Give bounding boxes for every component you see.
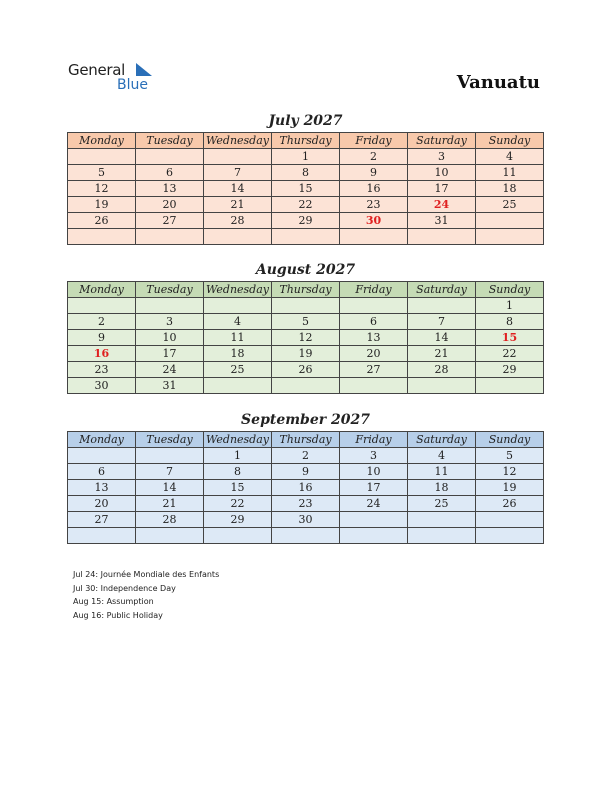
day-cell: 18 bbox=[476, 181, 544, 197]
day-cell: 10 bbox=[340, 464, 408, 480]
day-cell: 21 bbox=[408, 346, 476, 362]
empty-day-cell bbox=[272, 528, 340, 544]
day-cell: 25 bbox=[408, 496, 476, 512]
day-cell: 19 bbox=[68, 197, 136, 213]
day-cell: 17 bbox=[408, 181, 476, 197]
day-cell: 5 bbox=[476, 448, 544, 464]
day-cell: 28 bbox=[408, 362, 476, 378]
day-cell: 18 bbox=[408, 480, 476, 496]
weekday-header: Thursday bbox=[272, 133, 340, 149]
empty-day-cell bbox=[272, 378, 340, 394]
weekday-header: Thursday bbox=[272, 282, 340, 298]
empty-day-cell bbox=[272, 229, 340, 245]
day-cell: 7 bbox=[408, 314, 476, 330]
weekday-header: Friday bbox=[340, 432, 408, 448]
day-cell: 19 bbox=[272, 346, 340, 362]
holiday-note: Jul 24: Journée Mondiale des Enfants bbox=[73, 570, 220, 579]
holiday-day-cell: 16 bbox=[68, 346, 136, 362]
day-cell: 3 bbox=[136, 314, 204, 330]
logo-text-blue: Blue bbox=[117, 77, 148, 93]
empty-day-cell bbox=[476, 229, 544, 245]
day-cell: 16 bbox=[272, 480, 340, 496]
logo bbox=[68, 60, 158, 100]
day-cell: 14 bbox=[408, 330, 476, 346]
day-cell: 10 bbox=[136, 330, 204, 346]
weekday-header-row bbox=[68, 432, 544, 448]
day-cell: 1 bbox=[272, 149, 340, 165]
calendar-table bbox=[67, 281, 544, 394]
day-cell: 22 bbox=[204, 496, 272, 512]
day-cell: 9 bbox=[68, 330, 136, 346]
day-cell: 30 bbox=[68, 378, 136, 394]
empty-day-cell bbox=[68, 229, 136, 245]
empty-day-cell bbox=[204, 378, 272, 394]
empty-day-cell bbox=[340, 229, 408, 245]
empty-day-cell bbox=[136, 149, 204, 165]
day-cell: 23 bbox=[340, 197, 408, 213]
empty-day-cell bbox=[204, 298, 272, 314]
day-cell: 25 bbox=[476, 197, 544, 213]
weekday-header: Saturday bbox=[408, 133, 476, 149]
day-cell: 31 bbox=[408, 213, 476, 229]
day-cell: 2 bbox=[68, 314, 136, 330]
day-cell: 24 bbox=[136, 362, 204, 378]
country-title: Vanuatu bbox=[456, 72, 540, 93]
holiday-notes bbox=[73, 568, 219, 623]
weekday-header: Tuesday bbox=[136, 432, 204, 448]
weekday-header: Wednesday bbox=[204, 133, 272, 149]
weekday-header: Friday bbox=[340, 282, 408, 298]
day-cell: 19 bbox=[476, 480, 544, 496]
day-cell: 14 bbox=[204, 181, 272, 197]
weekday-header: Monday bbox=[68, 432, 136, 448]
empty-day-cell bbox=[408, 378, 476, 394]
day-cell: 13 bbox=[136, 181, 204, 197]
empty-day-cell bbox=[408, 512, 476, 528]
day-cell: 1 bbox=[476, 298, 544, 314]
day-cell: 21 bbox=[204, 197, 272, 213]
empty-day-cell bbox=[408, 298, 476, 314]
empty-day-cell bbox=[204, 149, 272, 165]
day-cell: 25 bbox=[204, 362, 272, 378]
day-cell: 11 bbox=[408, 464, 476, 480]
calendar-table bbox=[67, 132, 544, 245]
week-row bbox=[68, 197, 544, 213]
day-cell: 22 bbox=[272, 197, 340, 213]
weekday-header: Sunday bbox=[476, 133, 544, 149]
day-cell: 26 bbox=[272, 362, 340, 378]
empty-day-cell bbox=[136, 528, 204, 544]
day-cell: 20 bbox=[136, 197, 204, 213]
day-cell: 11 bbox=[204, 330, 272, 346]
empty-day-cell bbox=[204, 229, 272, 245]
logo-triangle-icon bbox=[136, 63, 152, 77]
weekday-header: Monday bbox=[68, 282, 136, 298]
day-cell: 27 bbox=[340, 362, 408, 378]
week-row bbox=[68, 512, 544, 528]
holiday-day-cell: 15 bbox=[476, 330, 544, 346]
day-cell: 15 bbox=[272, 181, 340, 197]
day-cell: 2 bbox=[340, 149, 408, 165]
holiday-day-cell: 24 bbox=[408, 197, 476, 213]
day-cell: 20 bbox=[68, 496, 136, 512]
empty-day-cell bbox=[68, 149, 136, 165]
day-cell: 3 bbox=[340, 448, 408, 464]
logo-text-general: General bbox=[68, 61, 126, 79]
day-cell: 17 bbox=[340, 480, 408, 496]
day-cell: 28 bbox=[136, 512, 204, 528]
day-cell: 31 bbox=[136, 378, 204, 394]
week-row bbox=[68, 346, 544, 362]
weekday-header: Sunday bbox=[476, 432, 544, 448]
day-cell: 4 bbox=[476, 149, 544, 165]
empty-day-cell bbox=[476, 528, 544, 544]
month-calendar-september bbox=[67, 411, 544, 544]
week-row bbox=[68, 378, 544, 394]
week-row bbox=[68, 480, 544, 496]
weekday-header: Wednesday bbox=[204, 282, 272, 298]
day-cell: 1 bbox=[204, 448, 272, 464]
empty-day-cell bbox=[204, 528, 272, 544]
day-cell: 5 bbox=[272, 314, 340, 330]
month-title: July 2027 bbox=[268, 113, 343, 129]
day-cell: 6 bbox=[136, 165, 204, 181]
day-cell: 3 bbox=[408, 149, 476, 165]
empty-day-cell bbox=[408, 528, 476, 544]
day-cell: 13 bbox=[68, 480, 136, 496]
month-title: September 2027 bbox=[241, 412, 370, 428]
empty-day-cell bbox=[476, 213, 544, 229]
day-cell: 9 bbox=[340, 165, 408, 181]
empty-day-cell bbox=[68, 528, 136, 544]
weekday-header: Saturday bbox=[408, 282, 476, 298]
day-cell: 6 bbox=[68, 464, 136, 480]
holiday-note: Aug 16: Public Holiday bbox=[73, 611, 163, 621]
day-cell: 26 bbox=[68, 213, 136, 229]
day-cell: 21 bbox=[136, 496, 204, 512]
day-cell: 22 bbox=[476, 346, 544, 362]
day-cell: 28 bbox=[204, 213, 272, 229]
day-cell: 23 bbox=[272, 496, 340, 512]
day-cell: 26 bbox=[476, 496, 544, 512]
month-calendar-july bbox=[67, 112, 544, 245]
week-row bbox=[68, 448, 544, 464]
day-cell: 15 bbox=[204, 480, 272, 496]
week-row bbox=[68, 149, 544, 165]
weekday-header: Tuesday bbox=[136, 133, 204, 149]
day-cell: 11 bbox=[476, 165, 544, 181]
day-cell: 8 bbox=[476, 314, 544, 330]
empty-day-cell bbox=[272, 298, 340, 314]
week-row bbox=[68, 181, 544, 197]
weekday-header: Wednesday bbox=[204, 432, 272, 448]
day-cell: 29 bbox=[476, 362, 544, 378]
week-row bbox=[68, 298, 544, 314]
empty-day-cell bbox=[68, 298, 136, 314]
weekday-header: Friday bbox=[340, 133, 408, 149]
holiday-day-cell: 30 bbox=[340, 213, 408, 229]
day-cell: 9 bbox=[272, 464, 340, 480]
weekday-header: Monday bbox=[68, 133, 136, 149]
day-cell: 29 bbox=[204, 512, 272, 528]
weekday-header: Tuesday bbox=[136, 282, 204, 298]
week-row bbox=[68, 464, 544, 480]
day-cell: 12 bbox=[476, 464, 544, 480]
day-cell: 7 bbox=[204, 165, 272, 181]
day-cell: 20 bbox=[340, 346, 408, 362]
week-row bbox=[68, 314, 544, 330]
empty-day-cell bbox=[476, 512, 544, 528]
day-cell: 29 bbox=[272, 213, 340, 229]
empty-day-cell bbox=[136, 448, 204, 464]
holiday-note: Aug 15: Assumption bbox=[73, 597, 154, 607]
day-cell: 2 bbox=[272, 448, 340, 464]
week-row bbox=[68, 330, 544, 346]
holiday-note: Jul 30: Independence Day bbox=[73, 583, 176, 593]
weekday-header-row bbox=[68, 282, 544, 298]
week-row bbox=[68, 213, 544, 229]
day-cell: 27 bbox=[136, 213, 204, 229]
empty-day-cell bbox=[340, 378, 408, 394]
empty-day-cell bbox=[136, 298, 204, 314]
empty-day-cell bbox=[68, 448, 136, 464]
weekday-header-row bbox=[68, 133, 544, 149]
day-cell: 16 bbox=[340, 181, 408, 197]
empty-day-cell bbox=[340, 298, 408, 314]
day-cell: 6 bbox=[340, 314, 408, 330]
day-cell: 12 bbox=[68, 181, 136, 197]
weekday-header: Sunday bbox=[476, 282, 544, 298]
week-row bbox=[68, 229, 544, 245]
day-cell: 18 bbox=[204, 346, 272, 362]
empty-day-cell bbox=[340, 528, 408, 544]
weekday-header: Saturday bbox=[408, 432, 476, 448]
day-cell: 4 bbox=[204, 314, 272, 330]
week-row bbox=[68, 528, 544, 544]
empty-day-cell bbox=[476, 378, 544, 394]
week-row bbox=[68, 362, 544, 378]
day-cell: 13 bbox=[340, 330, 408, 346]
month-calendar-august bbox=[67, 261, 544, 394]
week-row bbox=[68, 496, 544, 512]
day-cell: 7 bbox=[136, 464, 204, 480]
day-cell: 14 bbox=[136, 480, 204, 496]
month-title: August 2027 bbox=[255, 262, 356, 278]
weekday-header: Thursday bbox=[272, 432, 340, 448]
day-cell: 27 bbox=[68, 512, 136, 528]
day-cell: 17 bbox=[136, 346, 204, 362]
calendar-table bbox=[67, 431, 544, 544]
empty-day-cell bbox=[408, 229, 476, 245]
day-cell: 5 bbox=[68, 165, 136, 181]
week-row bbox=[68, 165, 544, 181]
empty-day-cell bbox=[136, 229, 204, 245]
day-cell: 8 bbox=[204, 464, 272, 480]
day-cell: 30 bbox=[272, 512, 340, 528]
day-cell: 12 bbox=[272, 330, 340, 346]
day-cell: 4 bbox=[408, 448, 476, 464]
day-cell: 8 bbox=[272, 165, 340, 181]
empty-day-cell bbox=[340, 512, 408, 528]
day-cell: 24 bbox=[340, 496, 408, 512]
day-cell: 10 bbox=[408, 165, 476, 181]
day-cell: 23 bbox=[68, 362, 136, 378]
